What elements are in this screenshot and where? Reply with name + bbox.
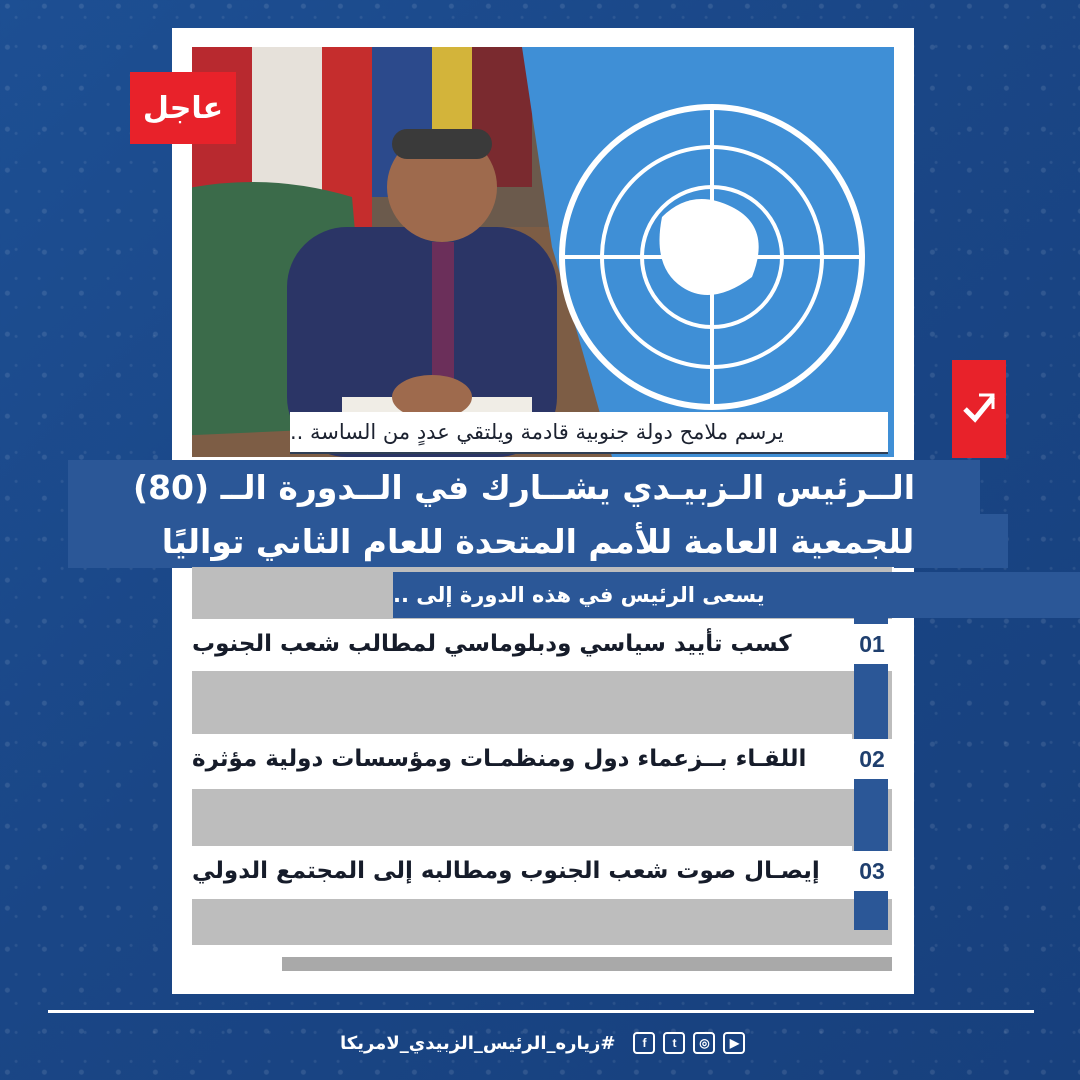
youtube-icon[interactable]: ▶ — [723, 1032, 745, 1054]
point-number: 02 — [852, 739, 892, 779]
intro-text: يسعى الرئيس في هذه الدورة إلى .. — [393, 583, 765, 607]
photo-caption: يرسم ملامح دولة جنوبية قادمة ويلتقي عددٍ من الساسة .. — [290, 412, 888, 454]
hero-photo — [192, 47, 894, 457]
grey-band — [282, 957, 892, 971]
point-text: اللقـاء بــزعماء دول ومنظمـات ومؤسسات دولية مؤثرة — [192, 746, 807, 772]
instagram-icon[interactable]: ◎ — [693, 1032, 715, 1054]
intro-band — [393, 572, 1080, 618]
grey-band — [192, 899, 892, 945]
point-row-2 — [192, 734, 852, 784]
twitter-icon[interactable]: t — [663, 1032, 685, 1054]
footer — [340, 1028, 745, 1058]
divider — [48, 1010, 1034, 1013]
point-row-3 — [192, 846, 852, 896]
point-text: إيصـال صوت شعب الجنوب ومطالبه إلى المجتمع الدولي — [192, 858, 820, 884]
headline-line-2 — [68, 514, 1008, 568]
breaking-news-badge: عاجل — [130, 72, 236, 144]
grey-band — [192, 789, 892, 853]
point-number: 03 — [852, 851, 892, 891]
point-number: 01 — [852, 624, 892, 664]
hashtag[interactable]: #زياره_الرئيس_الزبيدي_لامريكا — [340, 1032, 616, 1054]
headline-line-2-text: للجمعية العامة للأمم المتحدة للعام الثاني تواليًا — [161, 521, 915, 561]
facebook-icon[interactable]: f — [633, 1032, 655, 1054]
grey-band — [192, 671, 892, 743]
check-arrow-icon — [952, 360, 1006, 458]
headline-line-1-text: الــرئيس الـزبيـدي يشــارك في الــدورة الــ (80) — [132, 467, 916, 507]
bullet-dot — [868, 590, 880, 602]
headline-line-1 — [68, 460, 980, 514]
point-row-1 — [192, 619, 852, 669]
point-text: كسب تأييد سياسي ودبلوماسي لمطالب شعب الجنوب — [192, 631, 792, 657]
